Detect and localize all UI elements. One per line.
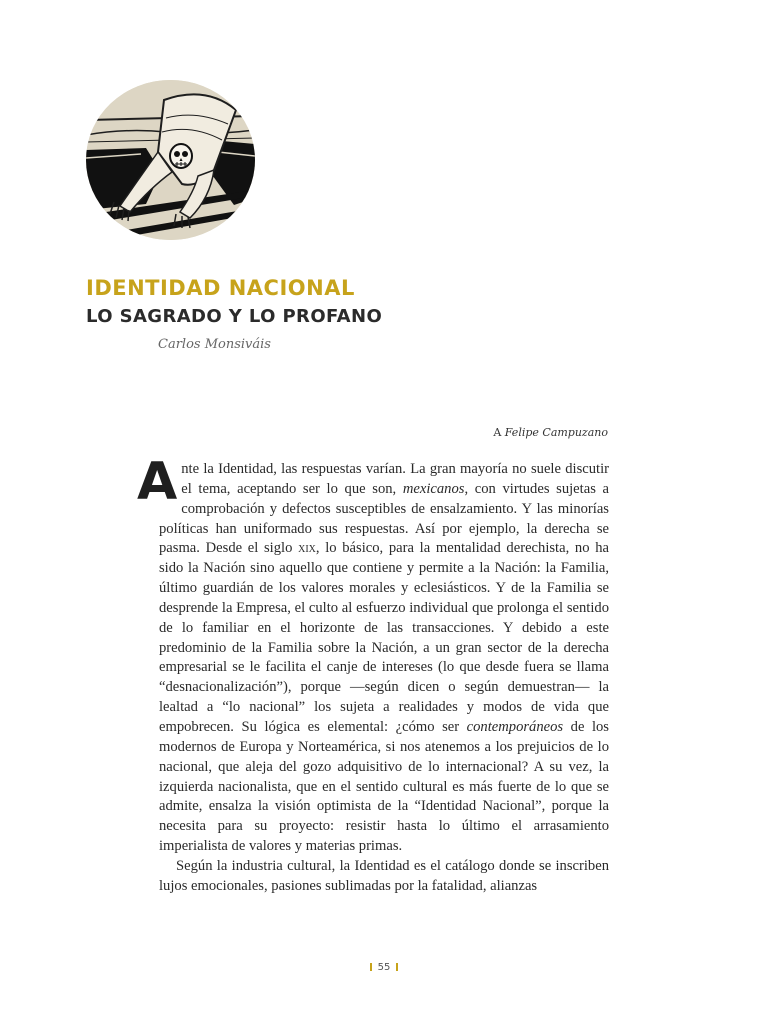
page-number: 55 (377, 962, 391, 973)
page-footer (0, 962, 768, 973)
paragraph-1 (137, 452, 610, 857)
paragraph-1-text-b: , con virtudes sujetas a comprobación y defectos susceptibles de ensalzamiento. Y las minorías políticas han uniformado sus respuestas. Así por ejemplo, la derecha se pasma. Desde el siglo (159, 480, 610, 557)
dedication-prefix: A (493, 426, 505, 439)
article-author: Carlos Monsiváis (158, 337, 271, 352)
page-number-left-bar (370, 963, 372, 971)
article-subtitle: LO SAGRADO Y LO PROFANO (86, 306, 383, 327)
article-body (137, 452, 610, 897)
paragraph-1-century: xix (298, 540, 316, 557)
paragraph-1-text-d: de los modernos de Europa y Norteamérica, si nos atenemos a los prejuicios de lo nacional, que aleja del gozo adquisitivo de lo internacional? A su vez, la izquierda nacionalista, que en el sentido cultural es más fuerte de lo que se admite, ensalza la visión optimista de la “Identidad Nacional”, porque la necesita para su proyecto: resistir hasta lo último el arrasamiento imperialista de valores y materias primas. (159, 718, 609, 855)
dedication (493, 426, 608, 439)
article-title: IDENTIDAD NACIONAL (86, 276, 355, 300)
drop-cap: A (137, 452, 178, 512)
paragraph-1-emphasis-contemporaneos: contemporáneos (466, 718, 564, 735)
paragraph-1-text-c: , lo básico, para la mentalidad derechista, no ha sido la Nación sino aquello que contiene y permite a la Nación: la Familia, último guardián de los valores morales y eclesiásticos. Y de la Familia se desprende la Empresa, el culto al esfuerzo individual que prolonga el sentido de lo familiar en el horizonte de las transacciones. Y debido a este predominio de la Familia sobre la Nación, a un gran sector de la derecha empresarial se le facilita el canje de intereses (lo que desde fuera se llama “desnacionalización”), porque —según dicen o según demuestran— la lealtad a “lo nacional” los sujeta a realidades y modos de vida que empobrecen. Su lógica es elemental: ¿cómo ser (159, 540, 609, 735)
paragraph-2: Según la industria cultural, la Identidad es el catálogo donde se inscriben lujos emocionales, pasiones sublimadas por la fatalidad, alianzas (159, 857, 609, 894)
paragraph-1-text-a: nte la Identidad, las respuestas varían. La gran mayoría no suele discutir el tema, aceptando ser lo que son, (181, 461, 609, 497)
paragraph-1-emphasis-mexicanos: mexicanos (402, 480, 465, 497)
dedication-name: Felipe Campuzano (504, 426, 608, 439)
page-number-right-bar (396, 963, 398, 971)
header-illustration (86, 80, 255, 240)
skull-figure-illustration (86, 80, 255, 240)
